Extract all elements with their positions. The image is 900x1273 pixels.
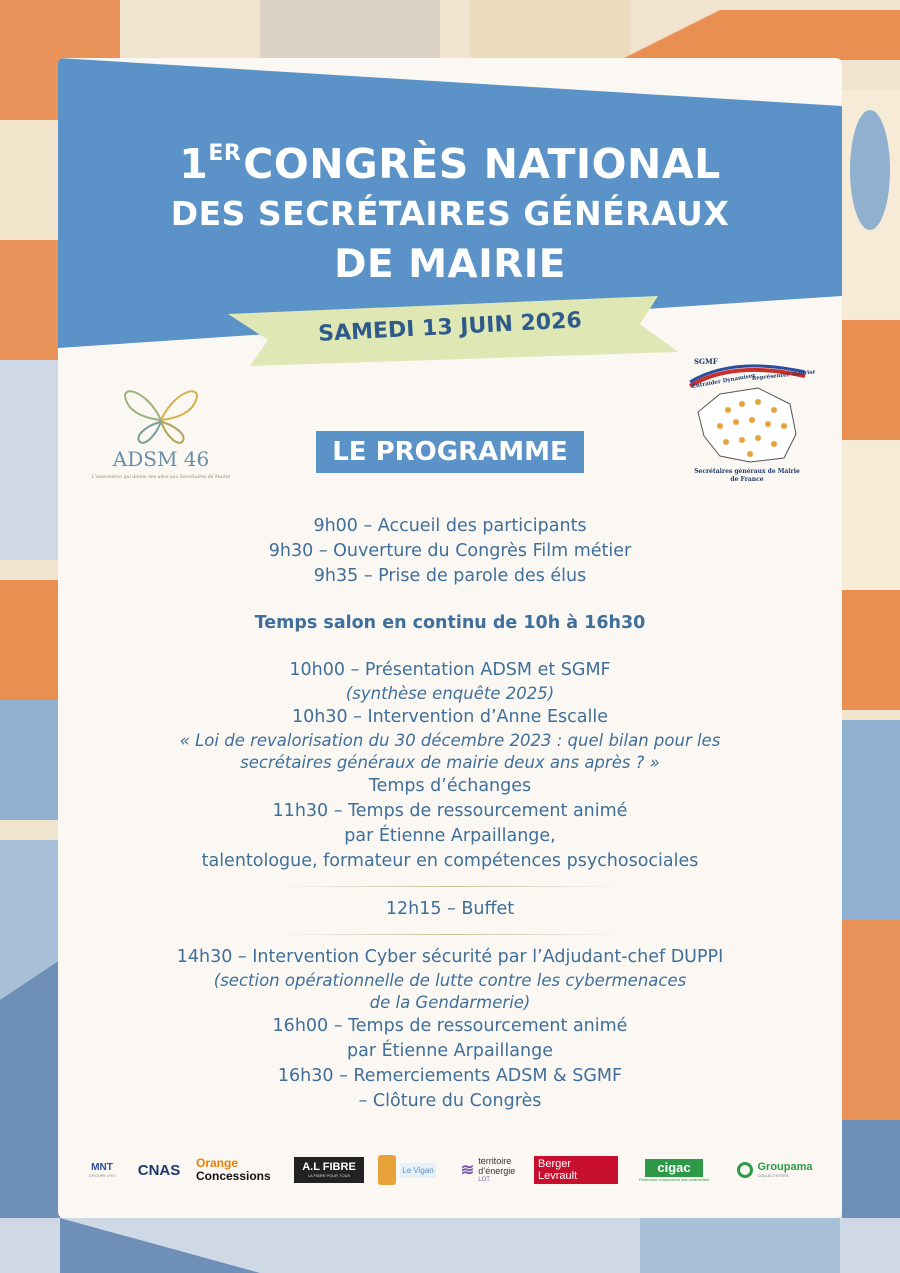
orange-concessions-logo: Orange Concessions (196, 1156, 271, 1183)
svg-text:Représenter Valoriser: Représenter Valoriser (751, 368, 815, 382)
programme-note: (section opérationnelle de lutte contre les cybermenaces (213, 971, 687, 990)
programme-list (58, 514, 842, 1114)
programme-item: 10h30 – Intervention d’Anne Escalle (291, 707, 609, 727)
title-number: 1 (179, 140, 209, 188)
programme-item: – Clôture du Congrès (358, 1091, 542, 1111)
title-superscript: ER (208, 141, 242, 166)
event-date: SAMEDI 13 JUIN 2026 (317, 308, 583, 347)
programme-salon: Temps salon en continu de 10h à 16h30 (254, 613, 646, 633)
groupama-logo: Groupama COLLECTIVITÉS (730, 1152, 820, 1188)
svg-text:Secrétaires généraux de Mairie: Secrétaires généraux de Mairie (694, 468, 800, 475)
programme-heading: LE PROGRAMME (316, 431, 584, 473)
territoire-energie-logo: ≋ territoire d’énergie LOT (460, 1156, 516, 1183)
allfibre-logo: A.L FIBRE LA FIBRE POUR TOUS (294, 1157, 364, 1183)
butterfly-icon (86, 370, 236, 480)
adsm-logo (86, 370, 236, 480)
divider (275, 886, 625, 887)
programme-item: 16h00 – Temps de ressourcement animé (272, 1016, 628, 1036)
le-vigan-logo: Le Vigan (372, 1152, 442, 1188)
programme-item: talentologue, formateur en compétences psychosociales (201, 851, 699, 871)
berger-levrault-logo: Berger Levrault (534, 1156, 618, 1184)
adsm-tagline: L'association qui donne des ailes aux Secrétaires de Mairie (91, 475, 231, 480)
france-map-icon (680, 354, 815, 484)
cnas-logo: CNAS (137, 1161, 181, 1179)
programme-item: 9h30 – Ouverture du Congrès Film métier (268, 541, 632, 561)
programme-note: secrétaires généraux de mairie deux ans après ? » (240, 753, 660, 772)
sponsor-logos (58, 1152, 842, 1196)
groupama-icon (737, 1162, 753, 1178)
programme-note: « Loi de revalorisation du 30 décembre 2023 : quel bilan pour les (179, 731, 721, 750)
title-line-2: DES SECRÉTAIRES GÉNÉRAUX (170, 194, 730, 233)
programme-note: (synthèse enquête 2025) (345, 684, 555, 703)
congress-title (58, 130, 842, 290)
programme-item: 12h15 – Buffet (385, 899, 515, 919)
poster-card (58, 58, 842, 1218)
programme-item: 14h30 – Intervention Cyber sécurité par l’Adjudant-chef DUPPI (176, 947, 724, 967)
programme-note: de la Gendarmerie) (369, 993, 531, 1012)
svg-text:de France: de France (730, 476, 764, 483)
title-line-3: DE MAIRIE (334, 242, 566, 287)
programme-item: Temps d’échanges (368, 776, 532, 796)
programme-item: par Étienne Arpaillange, (344, 826, 556, 846)
sgmf-logo (680, 354, 815, 484)
programme-item: par Étienne Arpaillange (347, 1041, 553, 1061)
adsm-name: ADSM 46 (112, 447, 210, 471)
divider (275, 934, 625, 935)
programme-item: 10h00 – Présentation ADSM et SGMF (289, 660, 611, 680)
title-line-1: CONGRÈS NATIONAL (243, 140, 721, 188)
programme-item: 16h30 – Remerciements ADSM & SGMF (277, 1066, 623, 1086)
cigac-logo: cigac Partenaire d’assurance des collectivités (638, 1159, 710, 1182)
svg-text:Entraider Dynamiser: Entraider Dynamiser (691, 372, 756, 390)
mnt-logo: MNT GROUPE VYV (88, 1162, 116, 1178)
svg-text:SGMF: SGMF (694, 357, 718, 366)
programme-item: 9h35 – Prise de parole des élus (313, 566, 587, 586)
programme-item: 11h30 – Temps de ressourcement animé (272, 801, 628, 821)
programme-item: 9h00 – Accueil des participants (313, 516, 587, 536)
